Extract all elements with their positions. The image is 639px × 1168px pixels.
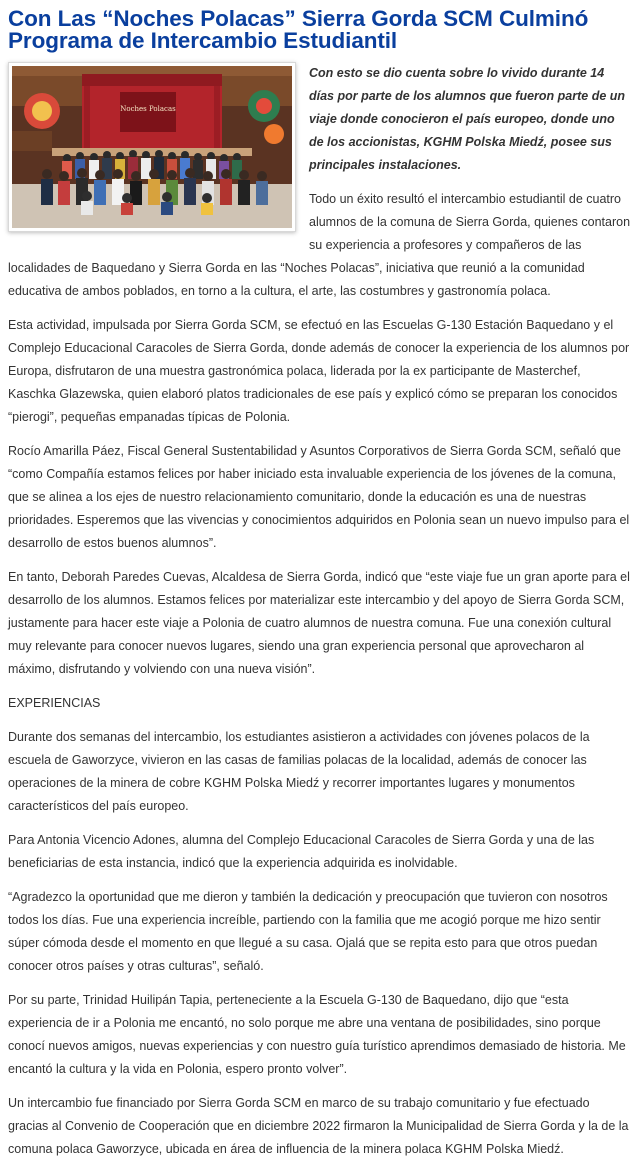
article-title: Con Las “Noches Polacas” Sierra Gorda SCM Culminó Programa de Intercambio Estudiantil	[8, 6, 589, 53]
paragraph-1: Todo un éxito resultó el intercambio estudiantil de cuatro alumnos de la comuna de Sierra Gorda, quienes contaron su experiencia a profesores y compañeros de las localidades de Baquedano y Sierra Gorda en las “Noches Polacas”, iniciativa que reunió a la comunidad educativa de ambos poblados, en torno a la cultura, el arte, las costumbres y gastronomía polaca.	[8, 192, 631, 298]
paragraph-7: “Agradezco la oportunidad que me dieron y también la dedicación y preocupación que tuvieron con nosotros todos los días. Fue una experiencia increíble, partiendo con la familia que me acogió porque me hizo sentir súper cómoda desde el momento en que llegué a su casa. Ojalá que se repita esto para que otros puedan conocer otros países y otras culturas”, señaló.	[8, 890, 608, 973]
photo-banner-text: Noches Polacas	[120, 105, 176, 113]
event-photo-image	[12, 66, 292, 228]
paragraph-3: Rocío Amarilla Páez, Fiscal General Sustentabilidad y Asuntos Corporativos de Sierra Gorda SCM, señaló que “como Compañía estamos felices por haber iniciado esta invaluable experiencia de los jóvenes de la comuna, que se alinea a los ejes de nuestro relacionamiento comunitario, donde la educación es una de nuestras prioridades. Esperemos que las vivencias y conocimientos adquiridos en Polonia sean un nuevo impulso para el desarrollo de estos buenos alumnos”.	[8, 444, 630, 550]
paragraph-8: Por su parte, Trinidad Huilipán Tapia, perteneciente a la Escuela G-130 de Baquedano, dijo que “esta experiencia de ir a Polonia me encantó, no solo porque me abre una ventana de posibilidades, sino porque conocí nuevos amigos, nuevas experiencias y con nuestro guía turístico aprendimos demasiado de historia. Me encantó la cultura y la vida en Polonia, espero pronto volver”.	[8, 993, 626, 1076]
paragraph-5: Durante dos semanas del intercambio, los estudiantes asistieron a actividades con jóvenes polacos de la escuela de Gaworzyce, vivieron en las casas de familias polacas de la localidad, además de conocer las operaciones de la minera de cobre KGHM Polska Miedź y recorrer importantes lugares y monumentos característicos del país europeo.	[8, 730, 590, 813]
lead-paragraph: Con esto se dio cuenta sobre lo vivido durante 14 días por parte de los alumnos que fueron parte de un viaje donde conocieron el país europeo, donde uno de los accionistas, KGHM Polska Miedź, posee sus principales instalaciones.	[309, 66, 626, 172]
paragraph-9: Un intercambio fue financiado por Sierra Gorda SCM en marco de su trabajo comunitario y fue efectuado gracias al Convenio de Cooperación que en diciembre 2022 firmaron la Municipalidad de Sierra Gorda y la de la comuna polaca Gaworzyce, ubicada en área de influencia de la minera polaca KGHM Polska Miedź.	[8, 1096, 629, 1156]
paragraph-4: En tanto, Deborah Paredes Cuevas, Alcaldesa de Sierra Gorda, indicó que “este viaje fue un gran aporte para el desarrollo de los alumnos. Estamos felices por materializar este intercambio y del apoyo de Sierra Gorda SCM, justamente para hacer este viaje a Polonia de cuatro alumnos de nuestra comuna. Fue una conexión cultural muy relevante para conocer nuevos lugares, siendo una gran experiencia personal que aprovecharon al máximo, disfrutando y volviendo con una nueva visión”.	[8, 570, 630, 676]
article-body	[8, 62, 631, 1161]
section-heading-experiencias: EXPERIENCIAS	[8, 696, 101, 710]
article-photo[interactable]	[8, 62, 296, 232]
paragraph-2: Esta actividad, impulsada por Sierra Gorda SCM, se efectuó en las Escuelas G-130 Estación Baquedano y el Complejo Educacional Caracoles de Sierra Gorda, donde además de conocer la experiencia de los alumnos por Europa, disfrutaron de una muestra gastronómica polaca, liderada por la ex participante de Masterchef, Kaschka Glazewska, quien elaboró platos tradicionales de ese país y explicó cómo se preparan los conocidos “pierogi”, pequeñas empanadas típicas de Polonia.	[8, 318, 630, 424]
paragraph-6: Para Antonia Vicencio Adones, alumna del Complejo Educacional Caracoles de Sierra Gorda y una de las beneficiarias de esta instancia, indicó que la experiencia adquirida es inolvidable.	[8, 833, 595, 870]
